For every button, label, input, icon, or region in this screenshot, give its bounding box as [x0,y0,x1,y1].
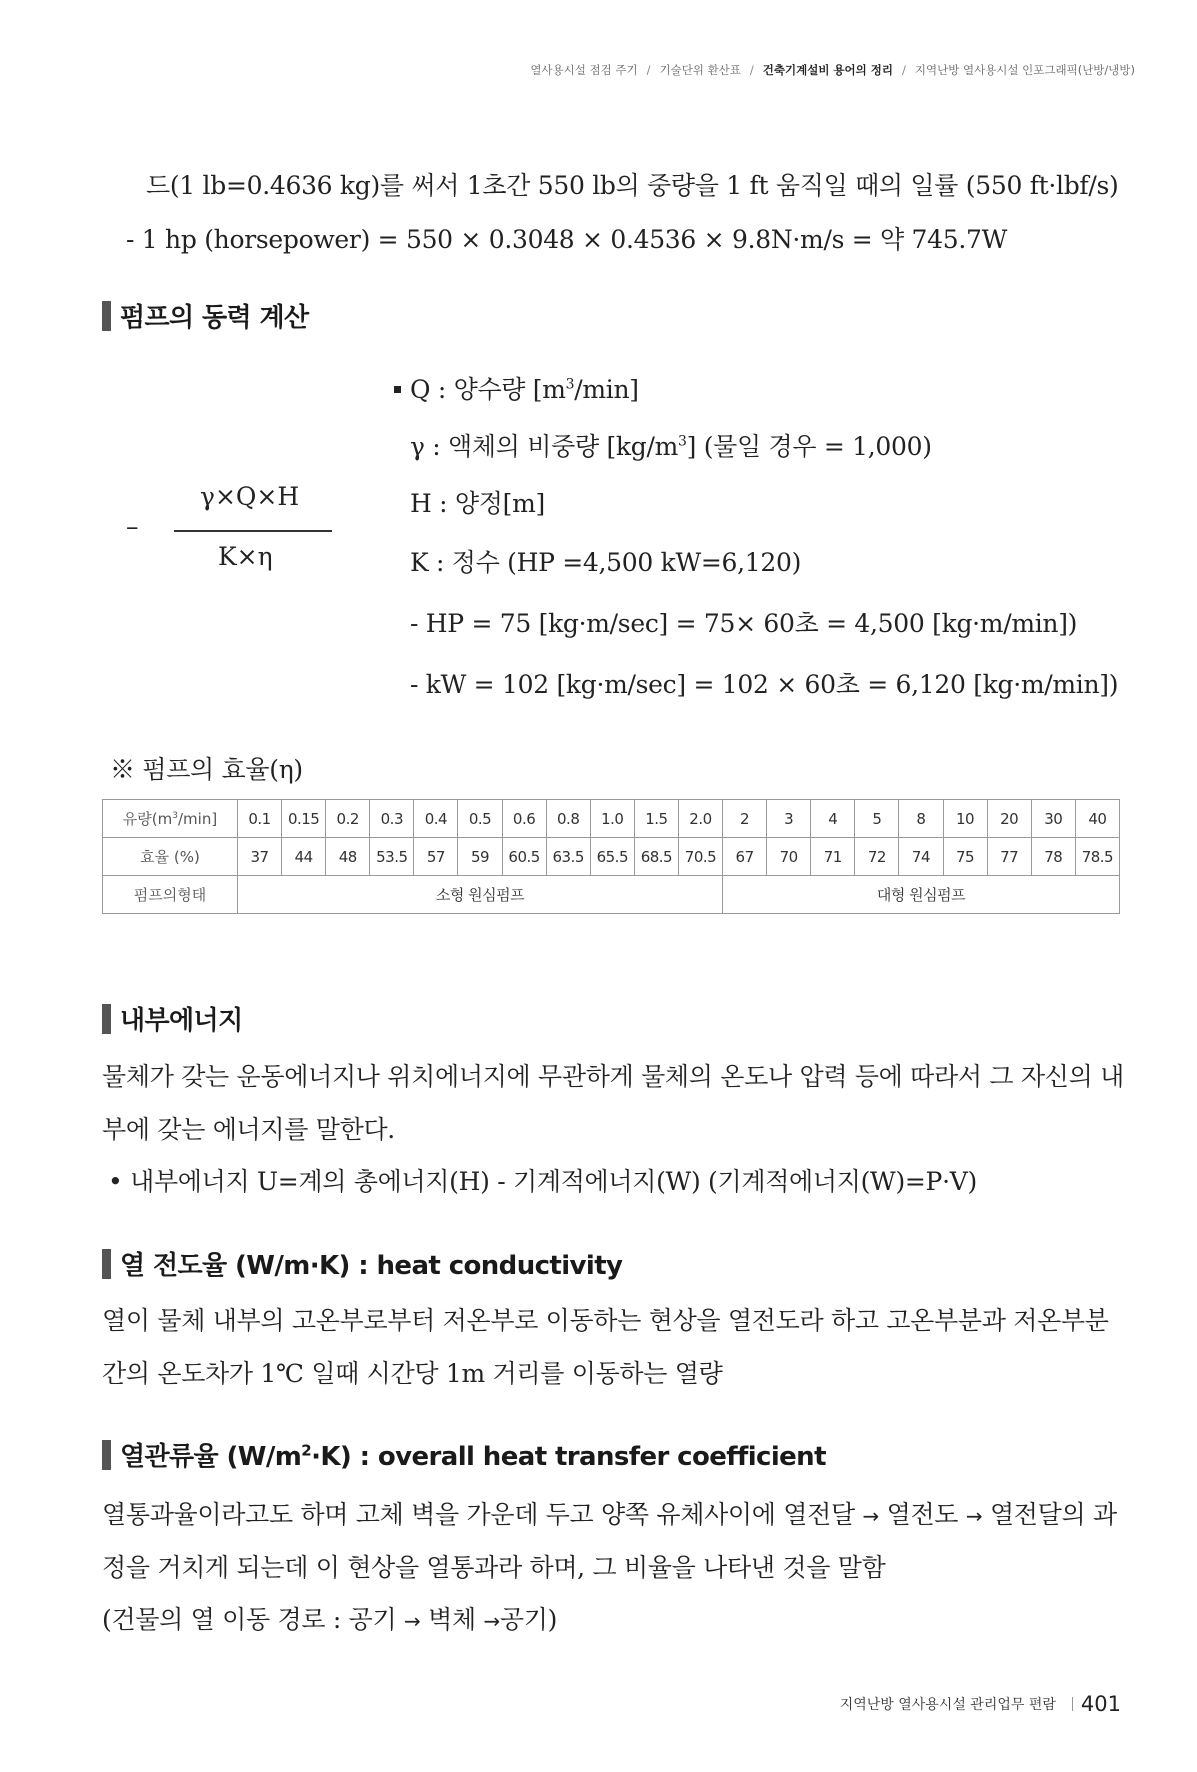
conductivity-line-1: 열이 물체 내부의 고온부로부터 저온부로 이동하는 현상을 열전도라 하고 고온부분과 저온부분 [102,1306,1109,1335]
row-label-type: 펌프의형태 [103,876,238,914]
footer-divider [1072,1697,1073,1711]
row-label-flow-a: 유량(m [122,810,173,828]
def-gamma-text-b: ] (물일 경우 = 1,000) [686,432,932,461]
heading-text-b: ·K) : overall heat transfer coefficient [311,1442,826,1472]
cell-flow: 5 [855,800,899,838]
transfer-line-3 [102,1600,557,1636]
formula-numerator: γ×Q×H [200,482,300,511]
intro-line-2: - 1 hp (horsepower) = 550 × 0.3048 × 0.4536 × 9.8N·m/s = 약 745.7W [126,225,1008,254]
heading-internal-energy [102,1000,243,1037]
breadcrumb-item[interactable]: 열사용시설 점검 주기 [530,63,638,77]
cell-flow: 0.2 [326,800,370,838]
cell-flow: 0.15 [282,800,326,838]
arrow-right-icon: → [862,1504,879,1528]
cell-efficiency: 60.5 [502,838,546,876]
cell-efficiency: 70 [767,838,811,876]
fraction-line [174,530,332,532]
table-row-type [103,876,1120,914]
cell-flow: 1.5 [634,800,678,838]
heading-bar [102,1249,111,1279]
heading-conductivity [102,1245,622,1282]
table-row-efficiency [103,838,1120,876]
transfer-line-2: 정을 거치게 되는데 이 현상을 열통과라 하며, 그 비율을 나타낸 것을 말함 [102,1553,886,1582]
cell-flow: 0.5 [458,800,502,838]
heading-text: 열 전도율 (W/m·K) : heat conductivity [120,1251,623,1281]
cell-efficiency: 53.5 [370,838,414,876]
cell-efficiency: 75 [943,838,987,876]
cell-efficiency: 63.5 [546,838,590,876]
cell-flow: 40 [1075,800,1119,838]
footer [840,1692,1121,1716]
row-label-efficiency: 효율 (%) [103,838,238,876]
page-number: 401 [1080,1692,1121,1716]
transfer-line-3-a: (건물의 열 이동 경로 : 공기 [102,1605,397,1634]
transfer-line-1 [102,1495,1117,1531]
cell-flow: 0.3 [370,800,414,838]
cell-efficiency: 78.5 [1075,838,1119,876]
arrow-right-icon: → [403,1609,421,1633]
cell-flow: 30 [1031,800,1075,838]
def-q-sup: 3 [565,376,575,393]
heading-bar [102,1440,111,1470]
def-hp: - HP = 75 [kg·m/sec] = 75× 60초 = 4,500 [kg·m/min]) [410,609,1078,638]
conductivity-line-2: 간의 온도차가 1℃ 일때 시간당 1m 거리를 이동하는 열량 [102,1359,723,1388]
cell-flow: 10 [943,800,987,838]
arrow-right-icon: → [965,1504,983,1528]
transfer-line-3-b: 벽체 [428,1605,476,1634]
breadcrumb-item[interactable]: 기술단위 환산표 [659,63,741,77]
transfer-line-1-b: 열전도 [886,1500,959,1529]
cell-efficiency: 71 [811,838,855,876]
formula-dash: – [126,512,139,541]
breadcrumb-separator: / [646,63,651,77]
cell-efficiency: 65.5 [590,838,634,876]
intro-line-1: 드(1 lb=0.4636 kg)를 써서 1초간 550 lb의 중량을 1 ft 움직일 때의 일률 (550 ft·lbf/s) [146,171,1119,200]
cell-efficiency: 72 [855,838,899,876]
cell-flow: 1.0 [590,800,634,838]
heading-text: 펌프의 동력 계산 [120,303,309,333]
transfer-line-1-a: 열통과율이라고도 하며 고체 벽을 가운데 두고 양쪽 유체사이에 열전달 [102,1500,855,1529]
cell-efficiency: 68.5 [634,838,678,876]
cell-efficiency: 59 [458,838,502,876]
transfer-line-3-c: 공기) [499,1605,558,1634]
row-label-flow [103,800,238,838]
efficiency-title: ※ 펌프의 효율(η) [110,755,303,784]
cell-flow: 0.4 [414,800,458,838]
cell-flow: 0.6 [502,800,546,838]
cell-efficiency: 48 [326,838,370,876]
def-gamma-sup: 3 [678,433,687,450]
formula-denominator: K×η [218,542,273,571]
heading-transfer [102,1436,826,1473]
cell-efficiency: 70.5 [678,838,722,876]
cell-efficiency: 77 [987,838,1031,876]
heading-text: 내부에너지 [120,1006,243,1036]
def-kw: - kW = 102 [kg·m/sec] = 102 × 60초 = 6,120 [kg·m/min]) [410,670,1119,699]
cell-flow: 0.1 [238,800,282,838]
heading-sup: 2 [301,1441,312,1460]
breadcrumb-separator: / [902,63,906,77]
internal-energy-bullet: • 내부에너지 U=계의 총에너지(H) - 기계적에너지(W) (기계적에너지(W)=P·V) [108,1167,977,1196]
heading-text-a: 열관류율 (W/m [120,1442,302,1472]
breadcrumb-separator: / [749,63,754,77]
def-gamma-text-a: γ : 액체의 비중량 [kg/m [410,432,678,461]
def-k: K : 정수 (HP =4,500 kW=6,120) [410,548,802,577]
breadcrumb-item[interactable]: 지역난방 열사용시설 인포그래픽(난방/냉방) [914,63,1135,77]
cell-efficiency: 37 [238,838,282,876]
breadcrumb-item[interactable]: 건축기계설비 용어의 정리 [762,63,893,77]
def-q [394,370,639,406]
cell-flow: 8 [899,800,943,838]
def-q-text-b: /min] [574,375,639,404]
breadcrumb [530,62,1135,78]
cell-efficiency: 74 [899,838,943,876]
cell-type-large: 대형 원심펌프 [723,876,1120,914]
efficiency-table [102,799,1120,914]
row-label-flow-sup: 3 [172,811,178,821]
internal-energy-line-1: 물체가 갖는 운동에너지나 위치에너지에 무관하게 물체의 온도나 압력 등에 따라서 그 자신의 내 [102,1062,1124,1091]
table-row-flow [103,800,1120,838]
transfer-line-1-c: 열전달의 과 [989,1500,1117,1529]
cell-efficiency: 67 [723,838,767,876]
arrow-right-icon: → [483,1609,500,1633]
cell-type-small: 소형 원심펌프 [238,876,723,914]
heading-pump-power [102,297,309,334]
heading-bar [102,301,111,331]
cell-efficiency: 78 [1031,838,1075,876]
cell-flow: 2 [723,800,767,838]
cell-flow: 20 [987,800,1031,838]
cell-flow: 0.8 [546,800,590,838]
internal-energy-line-2: 부에 갖는 에너지를 말한다. [102,1115,395,1144]
cell-flow: 3 [767,800,811,838]
cell-efficiency: 44 [282,838,326,876]
square-bullet-icon [394,386,401,393]
def-h: H : 양정[m] [410,489,545,518]
cell-flow: 4 [811,800,855,838]
heading-bar [102,1004,111,1034]
def-q-text-a: Q : 양수량 [m [410,375,566,404]
def-gamma [410,427,932,463]
cell-flow: 2.0 [678,800,722,838]
cell-efficiency: 57 [414,838,458,876]
footer-book-title: 지역난방 열사용시설 관리업무 편람 [839,1697,1056,1713]
row-label-flow-b: /min] [177,810,218,828]
